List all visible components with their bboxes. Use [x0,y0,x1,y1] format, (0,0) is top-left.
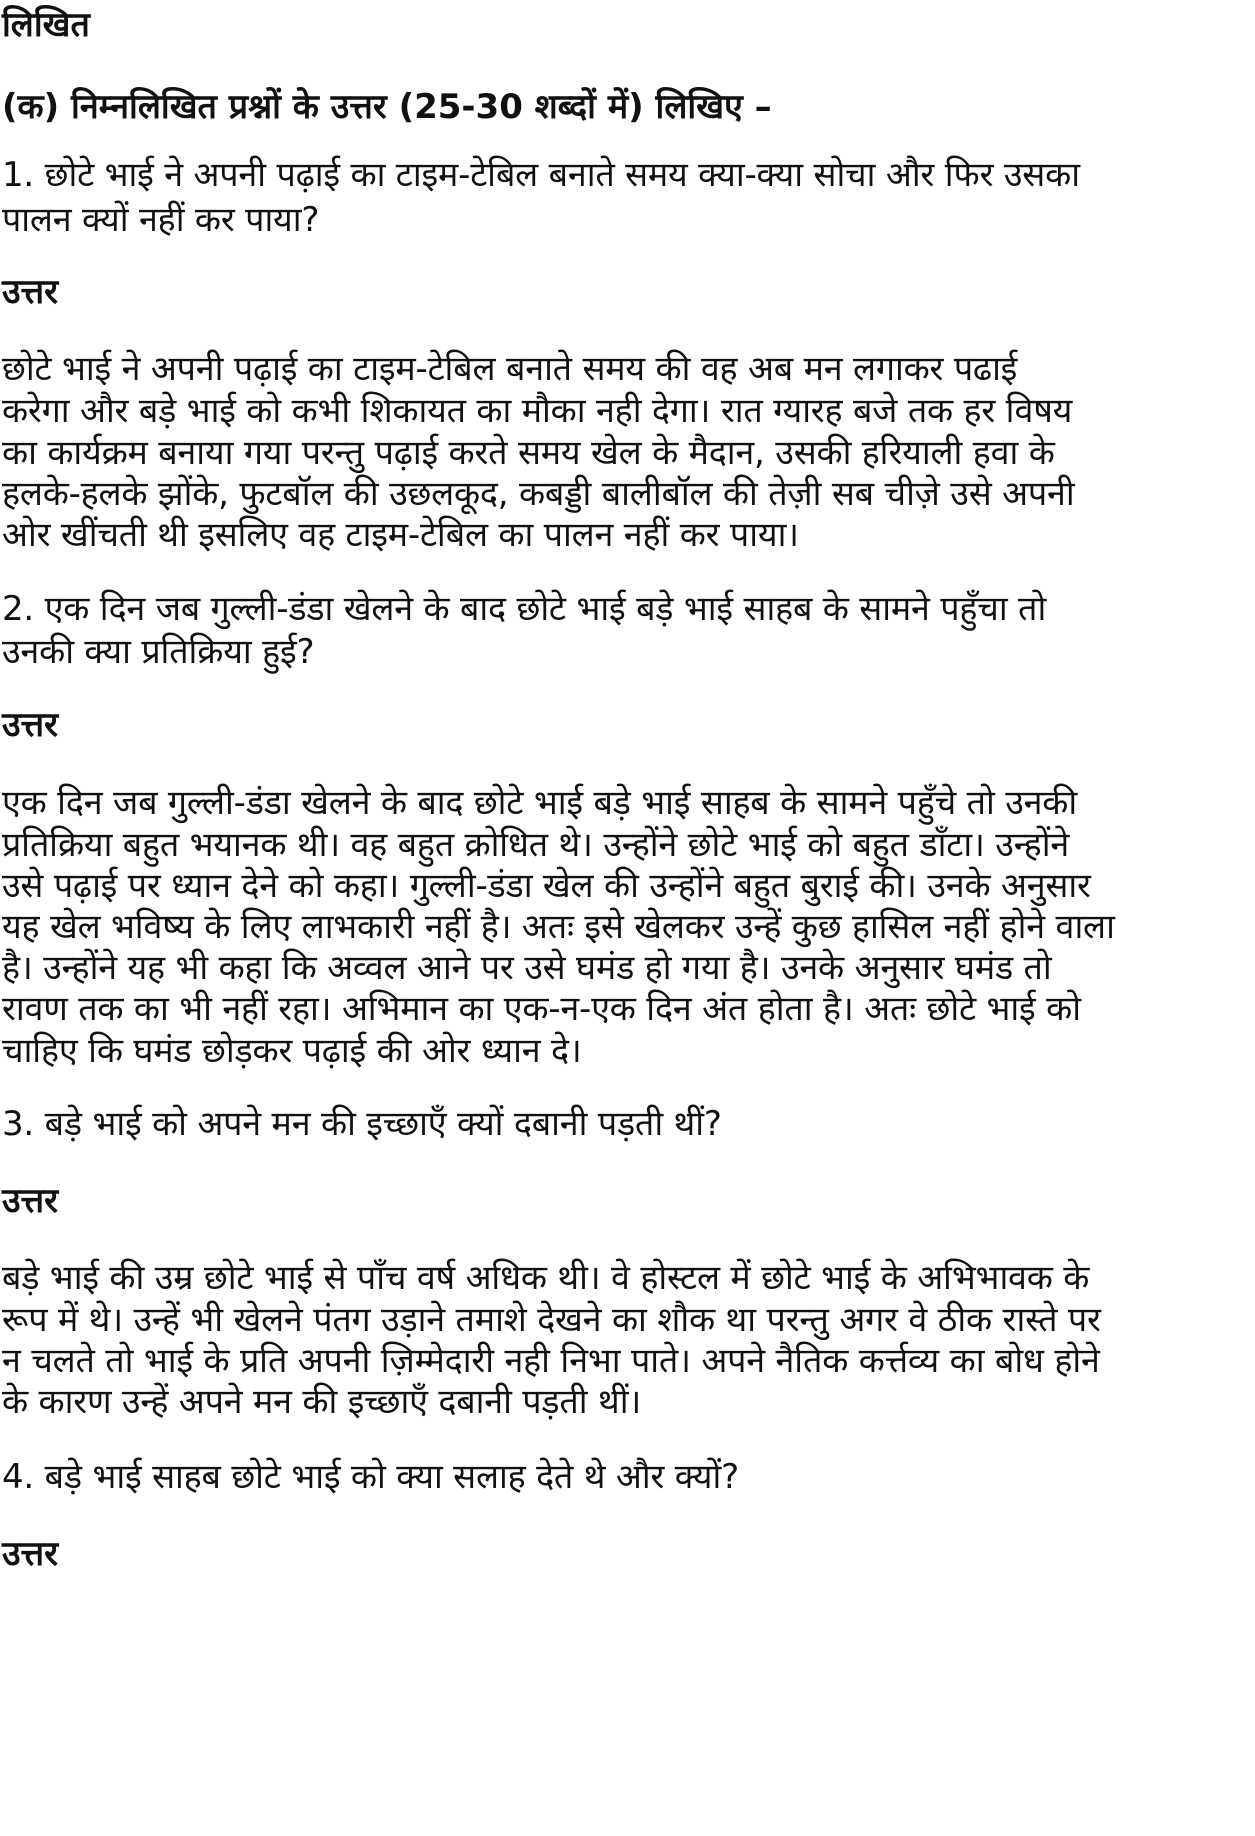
answer-3-line-3: न चलते तो भाई के प्रति अपनी ज़िम्मेदारी नही निभा पाते। अपने नैतिक कर्त्तव्य का बोध होने [2,1341,1100,1381]
answer-3-line-2: रूप में थे। उन्हें भी खेलने पंतग उड़ाने तमाशे देखने का शौक था परन्तु अगर वे ठीक रास्ते पर [2,1300,1101,1340]
answer-2-line-5: है। उन्होंने यह भी कहा कि अव्वल आने पर उसे घमंड हो गया है। उनके अनुसार घमंड तो [2,948,1052,988]
answer-1-line-2: करेगा और बड़े भाई को कभी शिकायत का मौका नही देगा। रात ग्यारह बजे तक हर विषय [2,391,1073,431]
question-3-line-1: 3. बड़े भाई को अपने मन की इच्छाएँ क्यों दबानी पड़ती थीं? [2,1104,722,1144]
question-1-line-1: 1. छोटे भाई ने अपनी पढ़ाई का टाइम-टेबिल बनाते समय क्या-क्या सोचा और फिर उसका [2,155,1080,195]
answer-label-1: उत्तर [2,272,59,312]
answer-2-line-4: यह खेल भविष्य के लिए लाभकारी नहीं है। अतः इसे खेलकर उन्हें कुछ हासिल नहीं होने वाला [2,907,1115,947]
question-2-line-1: 2. एक दिन जब गुल्ली-डंडा खेलने के बाद छोटे भाई बड़े भाई साहब के सामने पहुँचा तो [2,589,1047,629]
answer-3-line-4: के कारण उन्हें अपने मन की इच्छाएँ दबानी पड़ती थीं। [2,1382,642,1422]
answer-1-line-5: ओर खींचती थी इसलिए वह टाइम-टेबिल का पालन नहीं कर पाया। [2,515,799,555]
answer-1-line-1: छोटे भाई ने अपनी पढ़ाई का टाइम-टेबिल बनाते समय की वह अब मन लगाकर पढाई [2,349,1018,389]
answer-2-line-2: प्रतिक्रिया बहुत भयानक थी। वह बहुत क्रोधित थे। उन्होंने छोटे भाई को बहुत डाँटा। उन्होंने [2,825,1070,865]
answer-1-line-3: का कार्यक्रम बनाया गया परन्तु पढ़ाई करते समय खेल के मैदान, उसकी हरियाली हवा के [2,433,1055,473]
question-1-line-2: पालन क्यों नहीं कर पाया? [2,200,320,240]
section-title: लिखित [2,5,90,45]
question-2-line-2: उनकी क्या प्रतिक्रिया हुई? [2,632,315,672]
answer-2-line-7: चाहिए कि घमंड छोड़कर पढ़ाई की ओर ध्यान दे। [2,1031,582,1071]
answer-label-4: उत्तर [2,1534,59,1574]
answer-2-line-6: रावण तक का भी नहीं रहा। अभिमान का एक-न-एक दिन अंत होता है। अतः छोटे भाई को [2,989,1081,1029]
answer-label-2: उत्तर [2,705,59,745]
question-4-line-1: 4. बड़े भाई साहब छोटे भाई को क्या सलाह देते थे और क्यों? [2,1457,739,1497]
answer-2-line-3: उसे पढ़ाई पर ध्यान देने को कहा। गुल्ली-डंडा खेल की उन्होंने बहुत बुराई की। उनके अनुसार [2,866,1091,906]
answer-1-line-4: हलके-हलके झोंके, फुटबॉल की उछलकूद, कबड्डी बालीबॉल की तेज़ी सब चीज़े उसे अपनी [2,474,1075,514]
answer-label-3: उत्तर [2,1181,59,1221]
answer-3-line-1: बड़े भाई की उम्र छोटे भाई से पाँच वर्ष अधिक थी। वे होस्टल में छोटे भाई के अभिभावक के [2,1258,1090,1298]
answer-2-line-1: एक दिन जब गुल्ली-डंडा खेलने के बाद छोटे भाई बड़े भाई साहब के सामने पहुँचे तो उनकी [2,783,1078,823]
instruction-heading: (क) निम्नलिखित प्रश्नों के उत्तर (25-30 शब्दों में) लिखिए – [2,87,772,127]
